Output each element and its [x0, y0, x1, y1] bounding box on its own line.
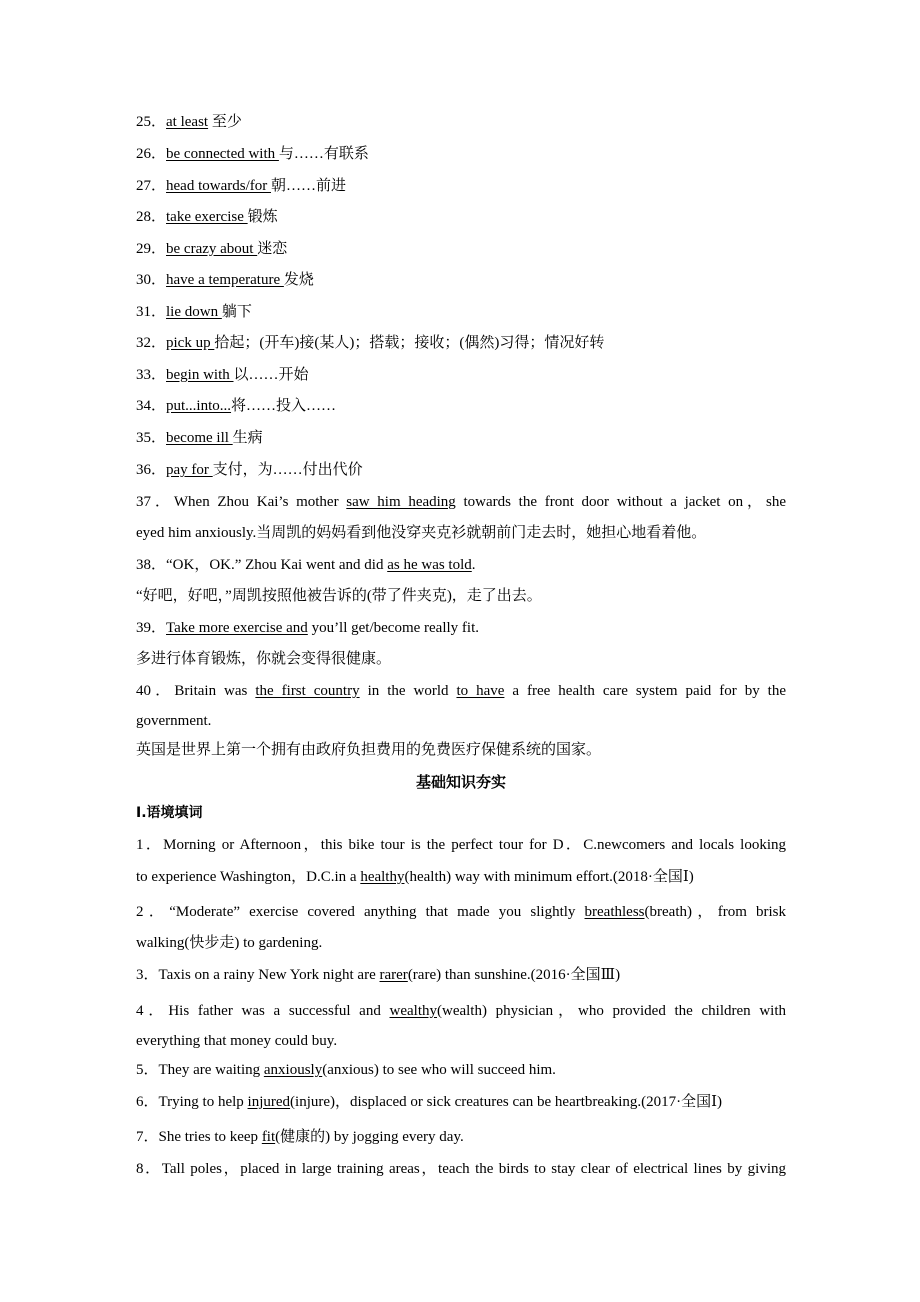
phrase-item — [136, 239, 786, 259]
phrase-item — [136, 207, 786, 227]
phrase-item — [136, 144, 786, 164]
phrase-item — [136, 270, 786, 290]
phrase-item — [136, 112, 786, 132]
text-segment: (wealth) physician，who provided the children with — [437, 1003, 786, 1019]
phrase-item — [136, 333, 786, 353]
item-number: 26． — [136, 146, 167, 162]
phrase-chinese: 与……有联系 — [278, 146, 369, 162]
answer-blank: as he was told — [387, 557, 472, 573]
sentence-40-line-1 — [136, 681, 786, 701]
phrase-chinese: 将……投入…… — [231, 398, 337, 414]
answer-blank: Take more exercise and — [166, 620, 308, 636]
exercise-2-line-1 — [136, 902, 786, 922]
item-number: 29． — [136, 241, 167, 257]
text-segment: (健康的) by jogging every day. — [275, 1129, 464, 1145]
sentence-37-line-1 — [136, 492, 786, 512]
answer-blank: healthy — [360, 869, 405, 885]
phrase-english: begin with — [166, 367, 234, 383]
answer-blank: injured — [247, 1094, 291, 1110]
phrase-item — [136, 460, 786, 480]
phrase-english: pick up — [166, 335, 215, 351]
sentence-38-translation: “好吧，好吧，”周凯按照他被告诉的(带了件夹克)，走了出去。 — [136, 588, 542, 604]
phrase-english: be connected with — [166, 146, 279, 162]
text-segment: (rare) than sunshine.(2016·全国Ⅲ) — [407, 967, 621, 983]
text-segment: 6．Trying to help — [136, 1094, 248, 1110]
answer-blank: wealthy — [389, 1003, 437, 1019]
answer-blank: fit — [261, 1129, 276, 1145]
text-segment: you’ll get/become really fit. — [307, 620, 480, 636]
item-number: 30． — [136, 272, 167, 288]
text-segment: 38．“OK，OK.” Zhou Kai went and did — [136, 557, 388, 573]
phrase-chinese: 锻炼 — [247, 209, 278, 225]
item-number: 36． — [136, 462, 167, 478]
exercise-2-line-2: walking(快步走) to gardening. — [136, 935, 323, 951]
phrase-english: head towards/for — [166, 178, 271, 194]
text-segment: a free health care system paid for by the — [504, 683, 787, 699]
text-segment: 2．“Moderate” exercise covered anything that made you slightly — [136, 904, 585, 920]
text-segment: 40．Britain was — [136, 683, 256, 699]
item-number: 28． — [136, 209, 167, 225]
text-segment: 4．His father was a successful and — [136, 1003, 390, 1019]
exercise-4-line-1 — [136, 1001, 786, 1021]
phrase-item — [136, 396, 786, 416]
phrase-chinese: 拾起；(开车)接(某人)；搭载；接收；(偶然)习得；情况好转 — [214, 335, 605, 351]
sentence-39-translation: 多进行体育锻炼，你就会变得很健康。 — [136, 651, 392, 667]
phrase-item — [136, 365, 786, 385]
phrase-chinese: 躺下 — [221, 304, 252, 320]
phrase-item — [136, 176, 786, 196]
phrase-chinese: 迷恋 — [257, 241, 288, 257]
item-number: 34． — [136, 398, 167, 414]
phrase-item — [136, 302, 786, 322]
item-number: 31． — [136, 304, 167, 320]
phrase-english: have a temperature — [166, 272, 284, 288]
section-title: 基础知识夯实 — [415, 773, 506, 791]
phrase-english: at least — [166, 114, 209, 130]
text-segment: 3．Taxis on a rainy New York night are — [136, 967, 380, 983]
answer-blank: the first country — [255, 683, 360, 699]
text-segment: (anxious) to see who will succeed him. — [322, 1062, 556, 1078]
phrase-chinese: 发烧 — [283, 272, 314, 288]
sentence-38 — [136, 555, 786, 575]
phrase-item — [136, 428, 786, 448]
text-segment: to experience Washington，D.C.in a — [136, 869, 361, 885]
item-number: 35． — [136, 430, 167, 446]
exercise-1-line-2 — [136, 867, 786, 887]
phrase-english: lie down — [166, 304, 222, 320]
text-segment: 7．She tries to keep — [136, 1129, 262, 1145]
phrase-english: be crazy about — [166, 241, 258, 257]
exercise-1-line-1: 1．Morning or Afternoon，this bike tour is the perfect tour for D．C.newcomers and locals looking — [136, 837, 786, 853]
text-segment: towards the front door without a jacket on，she — [455, 494, 786, 510]
answer-blank: breathless — [584, 904, 645, 920]
phrase-chinese: 支付，为……付出代价 — [212, 462, 363, 478]
text-segment: (breath)，from brisk — [644, 904, 786, 920]
text-segment: . — [471, 557, 476, 573]
phrase-chinese: 至少 — [208, 114, 242, 130]
item-number: 33． — [136, 367, 167, 383]
subsection-title: Ⅰ.语境填词 — [136, 805, 203, 821]
item-number: 32． — [136, 335, 167, 351]
exercise-3 — [136, 965, 786, 985]
sentence-37-line-2: eyed him anxiously.当周凯的妈妈看到他没穿夹克衫就朝前门走去时，她担心地看着他。 — [136, 525, 707, 541]
phrase-chinese: 朝……前进 — [270, 178, 346, 194]
answer-blank: rarer — [379, 967, 408, 983]
exercise-4-line-2: everything that money could buy. — [136, 1033, 338, 1049]
sentence-40-translation: 英国是世界上第一个拥有由政府负担费用的免费医疗保健系统的国家。 — [136, 742, 602, 758]
sentence-39 — [136, 618, 786, 638]
exercise-7 — [136, 1127, 786, 1147]
phrase-english: put...into... — [166, 398, 232, 414]
phrase-chinese: 以……开始 — [233, 367, 309, 383]
exercise-6 — [136, 1092, 786, 1112]
answer-blank: anxiously — [263, 1062, 323, 1078]
text-segment: in the world — [359, 683, 457, 699]
answer-blank: saw him heading — [346, 494, 456, 510]
phrase-english: become ill — [166, 430, 233, 446]
sentence-40-line-2: government. — [136, 713, 212, 729]
text-segment: 37．When Zhou Kai’s mother — [136, 494, 347, 510]
text-segment: 39． — [136, 620, 167, 636]
exercise-8-line-1: 8．Tall poles，placed in large training areas，teach the birds to stay clear of electrical lines by giving — [136, 1161, 786, 1177]
item-number: 27． — [136, 178, 167, 194]
text-segment: (health) way with minimum effort.(2018·全国Ⅰ) — [404, 869, 694, 885]
text-segment: 5．They are waiting — [136, 1062, 264, 1078]
item-number: 25． — [136, 114, 167, 130]
phrase-english: pay for — [166, 462, 213, 478]
text-segment: (injure)，displaced or sick creatures can be heartbreaking.(2017·全国Ⅰ) — [290, 1094, 723, 1110]
exercise-5 — [136, 1060, 786, 1080]
answer-blank: to have — [456, 683, 505, 699]
phrase-english: take exercise — [166, 209, 248, 225]
phrase-chinese: 生病 — [232, 430, 263, 446]
